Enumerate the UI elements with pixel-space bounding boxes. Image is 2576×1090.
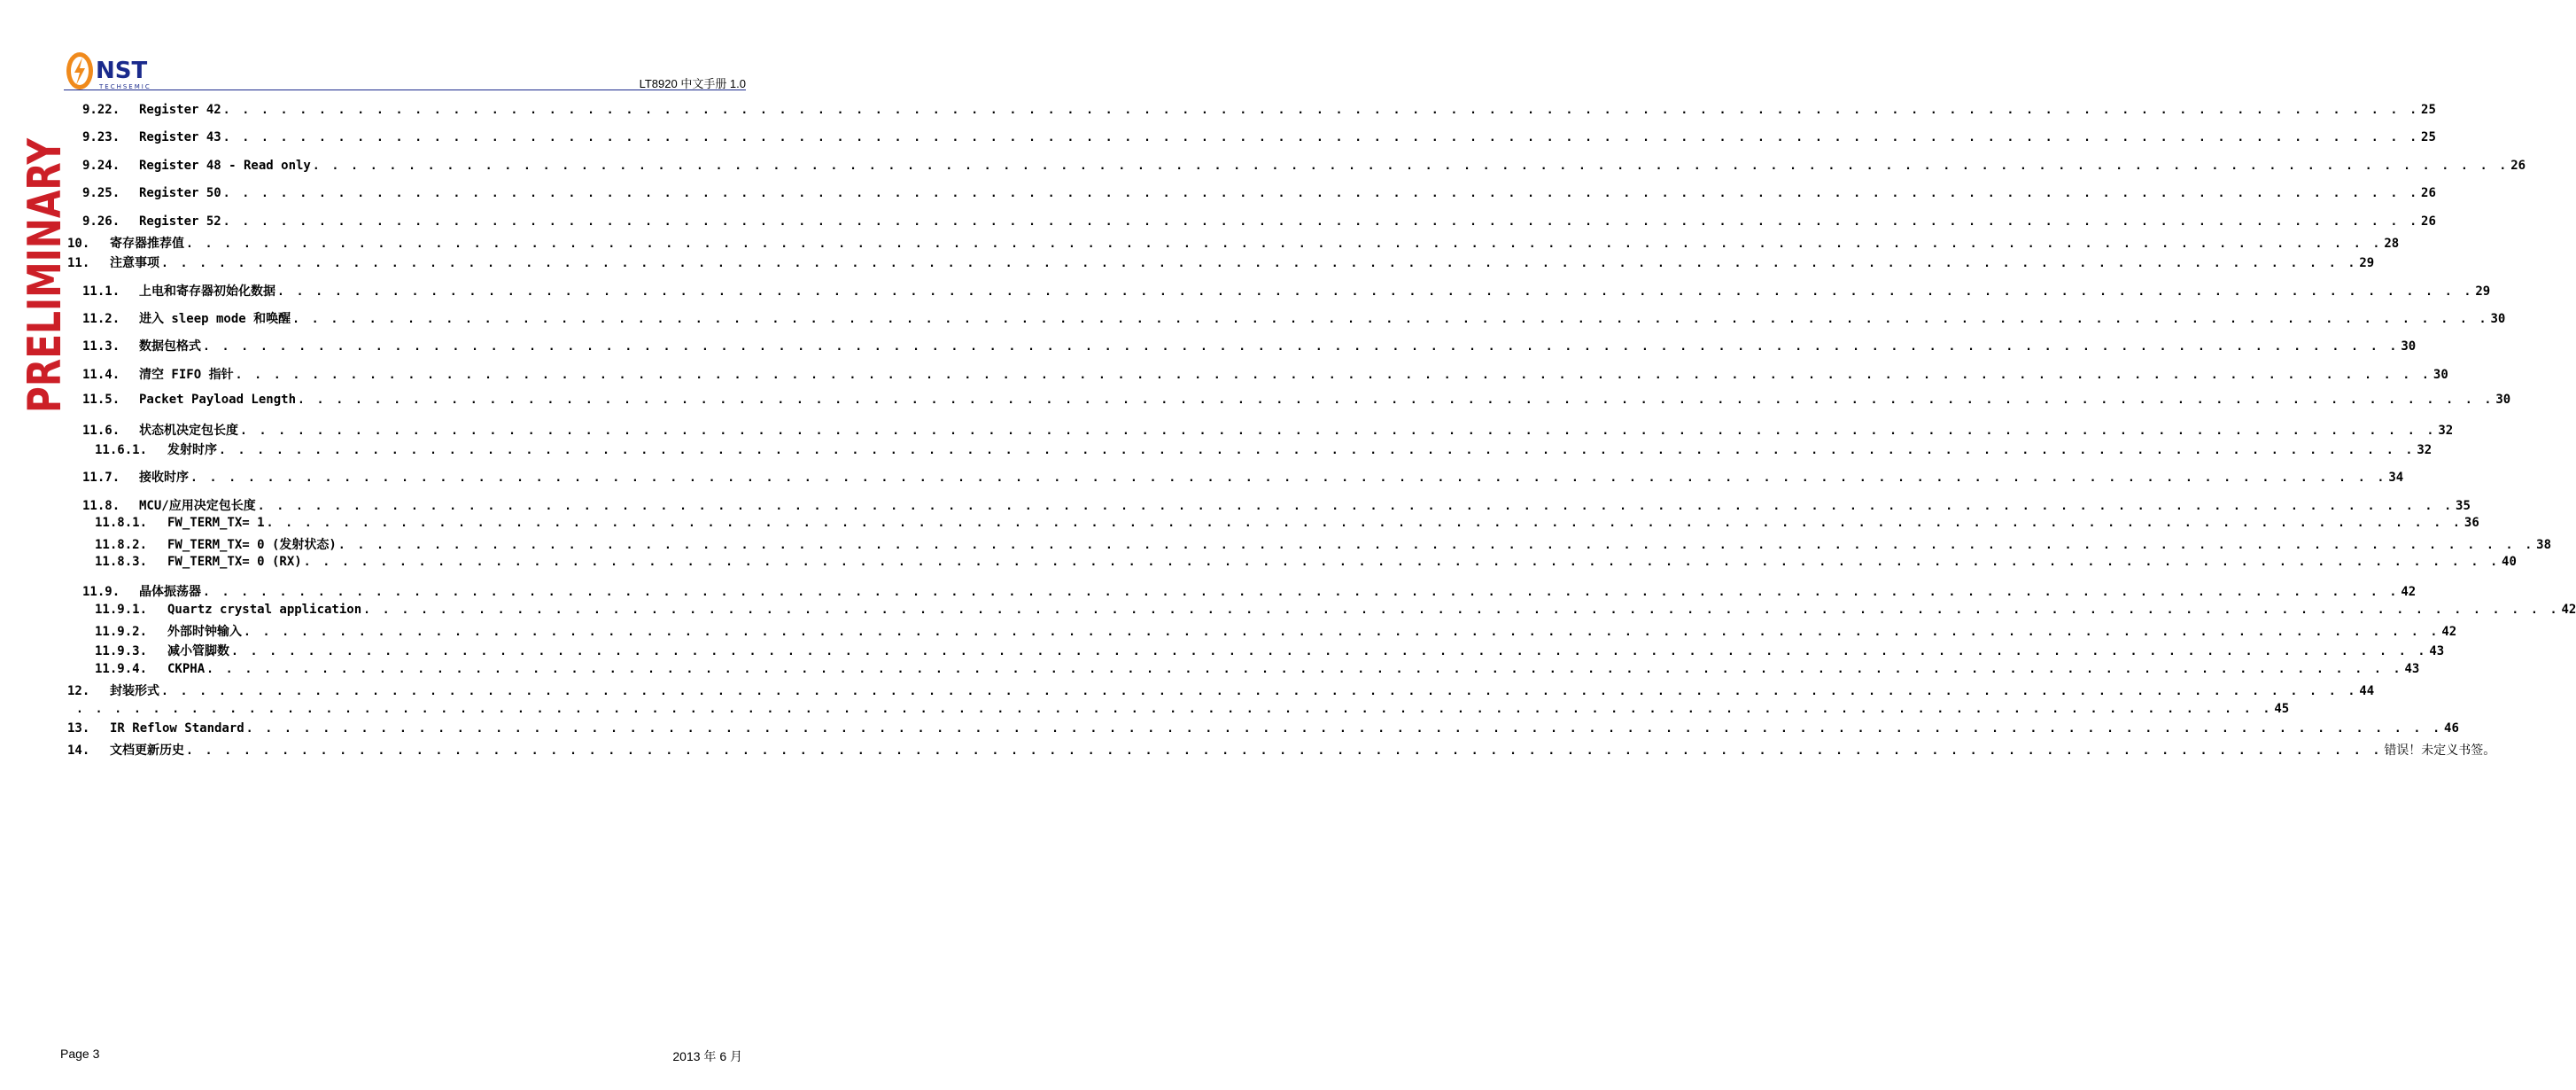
toc-entry[interactable]: 11.9.4. CKPHA . . . 43 (0, 662, 854, 680)
svg-text:PRELIMINARY: PRELIMINARY (19, 62, 72, 413)
toc-entry[interactable]: 11.6. 状态机决定包长度 . . . 32 (0, 421, 842, 439)
toc-entry[interactable]: 11.6.1. 发射时序 . . . 32 (0, 440, 854, 458)
document-title: LT8920 中文手册 1.0 (639, 77, 746, 90)
toc-entry[interactable]: 11.9.1. Quartz crystal application . . . 42 (0, 603, 854, 620)
toc-entry[interactable]: 10. 寄存器推荐值 . . . 28 (0, 234, 826, 252)
toc-entry[interactable]: . . . 45 (0, 702, 834, 720)
toc-entry[interactable]: 11.7. 接收时序 . . . 34 (0, 468, 842, 486)
toc-entry[interactable]: 11.9. 晶体振荡器 . . . 42 (0, 582, 842, 600)
toc-entry[interactable]: 11.8.3. FW_TERM_TX= 0 (RX) . . . 40 (0, 555, 854, 572)
toc-entry[interactable]: 12. 封装形式 . . . 44 (0, 681, 826, 699)
toc-entry[interactable]: 9.22. Register 42 . . . 25 (0, 103, 842, 121)
toc-entry[interactable]: 14. 文档更新历史 . . . 错误！未定义书签。 (0, 741, 826, 759)
toc-entry[interactable]: 11.9.3. 减小管脚数 . . . 43 (0, 642, 854, 659)
toc-entry[interactable]: 11.8.1. FW_TERM_TX= 1 . . . 36 (0, 516, 854, 533)
toc-entry[interactable]: 11.5. Packet Payload Length . . . 30 (0, 393, 842, 410)
nst-logo (64, 50, 170, 92)
toc-entry[interactable]: 11.2. 进入 sleep mode 和唤醒 . . . 30 (0, 309, 842, 327)
toc-entry[interactable]: 11.8.2. FW_TERM_TX= 0 (发射状态) . . . 38 (0, 535, 854, 553)
toc-entry[interactable]: 9.23. Register 43 . . . 25 (0, 130, 842, 148)
svg-text:TECHSEMIC: TECHSEMIC (99, 83, 151, 90)
toc-entry[interactable]: 11.4. 清空 FIFO 指针 . . . 30 (0, 365, 842, 383)
toc-entry[interactable]: 9.26. Register 52 . . . 26 (0, 214, 842, 232)
svg-text:NST: NST (96, 58, 148, 84)
toc-entry[interactable]: 11.9.2. 外部时钟输入 . . . 42 (0, 622, 854, 640)
footer-date: 2013 年 6 月 (672, 1049, 742, 1063)
toc-entry[interactable]: 9.25. Register 50 . . . 26 (0, 186, 842, 204)
toc-entry[interactable]: 11.8. MCU/应用决定包长度 . . . 35 (0, 496, 842, 514)
toc-entry[interactable]: 11. 注意事项 . . . 29 (0, 253, 826, 271)
toc-entry[interactable]: 11.3. 数据包格式 . . . 30 (0, 337, 842, 354)
toc-entry[interactable]: 13. IR Reflow Standard . . . 46 (0, 721, 826, 739)
toc-entry[interactable]: 9.24. Register 48 - Read only . . . 26 (0, 159, 842, 176)
page-number: Page 3 (60, 1047, 100, 1061)
toc-entry[interactable]: 11.1. 上电和寄存器初始化数据 . . . 29 (0, 282, 842, 300)
